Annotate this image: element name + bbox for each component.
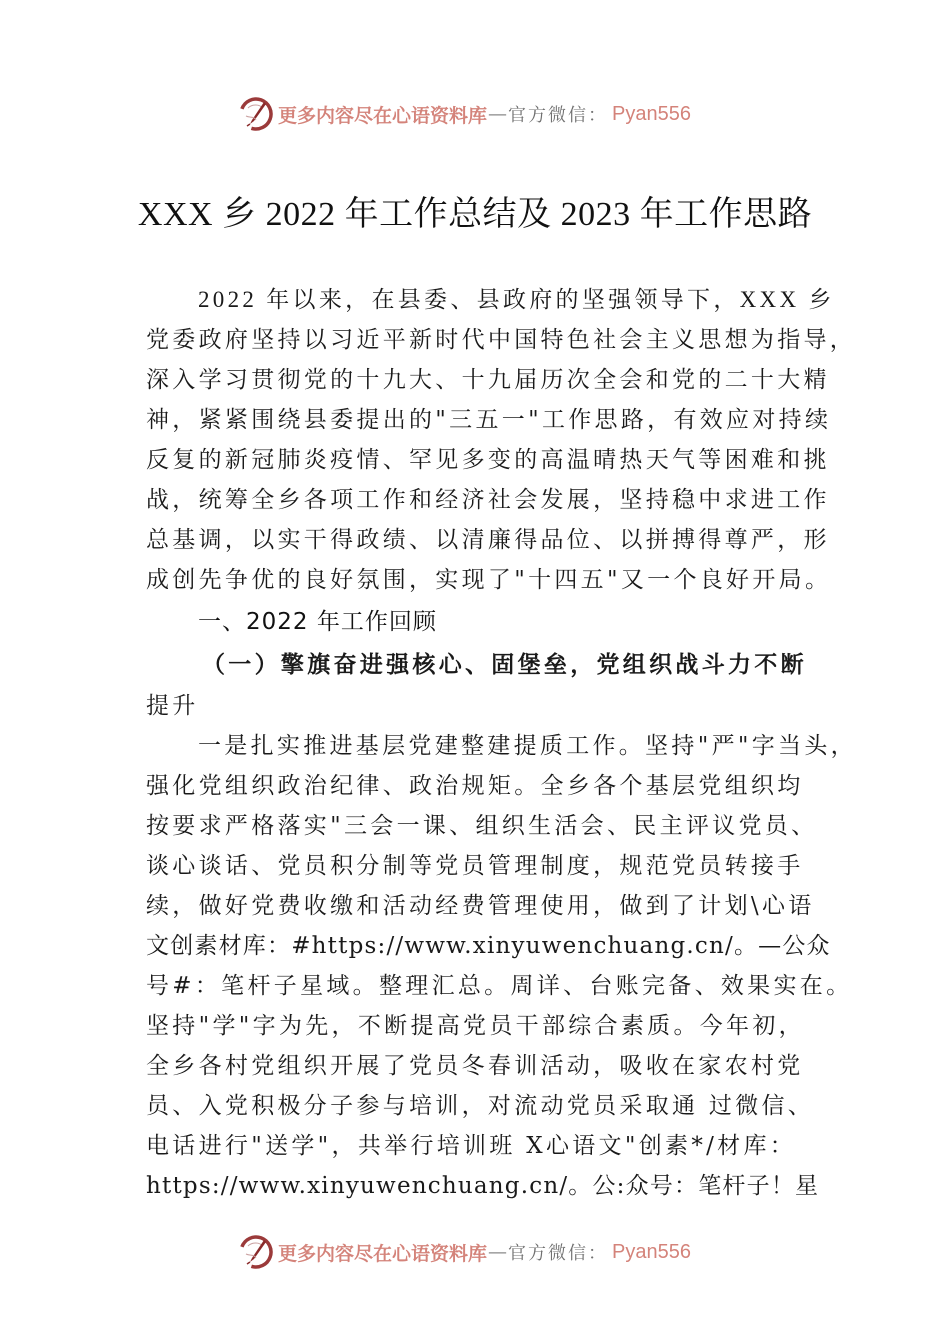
paragraph-line: 反复的新冠肺炎疫情、罕见多变的高温晴热天气等困难和挑 bbox=[146, 447, 830, 473]
subsection-heading-cont: 提升 bbox=[146, 693, 199, 719]
paragraph-line: 坚持"学"字为先，不断提高党员干部综合素质。今年初， bbox=[146, 1013, 805, 1039]
watermark-wechat-label: 官方微信： bbox=[508, 105, 609, 126]
subsection-heading: （一）擎旗奋进强核心、固堡垒，党组织战斗力不断 bbox=[202, 651, 807, 678]
paragraph-line: 全乡各村党组织开展了党员冬春训活动，吸收在家农村党 bbox=[146, 1053, 804, 1079]
quill-pen-logo-icon bbox=[238, 1234, 274, 1270]
paragraph-line: https://www.xinyuwenchuang.cn/。公:众号：笔杆子！星 bbox=[146, 1173, 820, 1199]
watermark-slogan: 更多内容尽在心语资料库 bbox=[278, 104, 488, 127]
paragraph-line: 一是扎实推进基层党建整建提质工作。坚持"严"字当头， bbox=[198, 733, 857, 759]
section-heading: 一、2022 年工作回顾 bbox=[198, 609, 437, 635]
watermark-dash: — bbox=[488, 1241, 508, 1263]
document-title: XXX 乡 2022 年工作总结及 2023 年工作思路 bbox=[137, 196, 813, 233]
paragraph-line: 神，紧紧围绕县委提出的"三五一"工作思路，有效应对持续 bbox=[146, 407, 832, 433]
paragraph-line: 电话进行"送学"，共举行培训班 X心语文"创素*/材库： bbox=[146, 1133, 797, 1159]
paragraph-line: 号#：笔杆子星域。整理汇总。周详、台账完备、效果实在。 bbox=[146, 973, 853, 999]
paragraph-line: 员、入党积极分子参与培训，对流动党员采取通 过微信、 bbox=[146, 1093, 815, 1119]
paragraph-line: 党委政府坚持以习近平新时代中国特色社会主义思想为指导， bbox=[146, 327, 857, 353]
paragraph-line: 谈心谈话、党员积分制等党员管理制度，规范党员转接手 bbox=[146, 853, 804, 879]
watermark-slogan: 更多内容尽在心语资料库 bbox=[278, 1242, 488, 1265]
paragraph-line: 成创先争优的良好氛围，实现了"十四五"又一个良好开局。 bbox=[146, 567, 832, 593]
watermark-dash: — bbox=[488, 103, 508, 125]
paragraph-line: 续，做好党费收缴和活动经费管理使用，做到了计划\心语 bbox=[146, 893, 815, 919]
watermark-wechat-id: Pyan556 bbox=[612, 102, 691, 125]
header-watermark bbox=[238, 94, 691, 134]
paragraph-line: 按要求严格落实"三会一课、组织生活会、民主评议党员、 bbox=[146, 813, 818, 839]
paragraph-line: 2022 年以来，在县委、县政府的坚强领导下，XXX 乡 bbox=[198, 287, 835, 312]
paragraph-line: 文创素材库：#https://www.xinyuwenchuang.cn/。—公众 bbox=[146, 933, 831, 959]
watermark-wechat-id: Pyan556 bbox=[612, 1240, 691, 1263]
paragraph-line: 总基调，以实干得政绩、以清廉得品位、以拼搏得尊严，形 bbox=[146, 527, 830, 553]
footer-watermark bbox=[238, 1232, 691, 1272]
paragraph-line: 深入学习贯彻党的十九大、十九届历次全会和党的二十大精 bbox=[146, 367, 830, 393]
watermark-wechat-label: 官方微信： bbox=[508, 1243, 609, 1264]
paragraph-line: 战，统筹全乡各项工作和经济社会发展，坚持稳中求进工作 bbox=[146, 487, 830, 513]
document-body bbox=[146, 280, 857, 1206]
quill-pen-logo-icon bbox=[238, 96, 274, 132]
paragraph-line: 强化党组织政治纪律、政治规矩。全乡各个基层党组织均 bbox=[146, 773, 804, 799]
